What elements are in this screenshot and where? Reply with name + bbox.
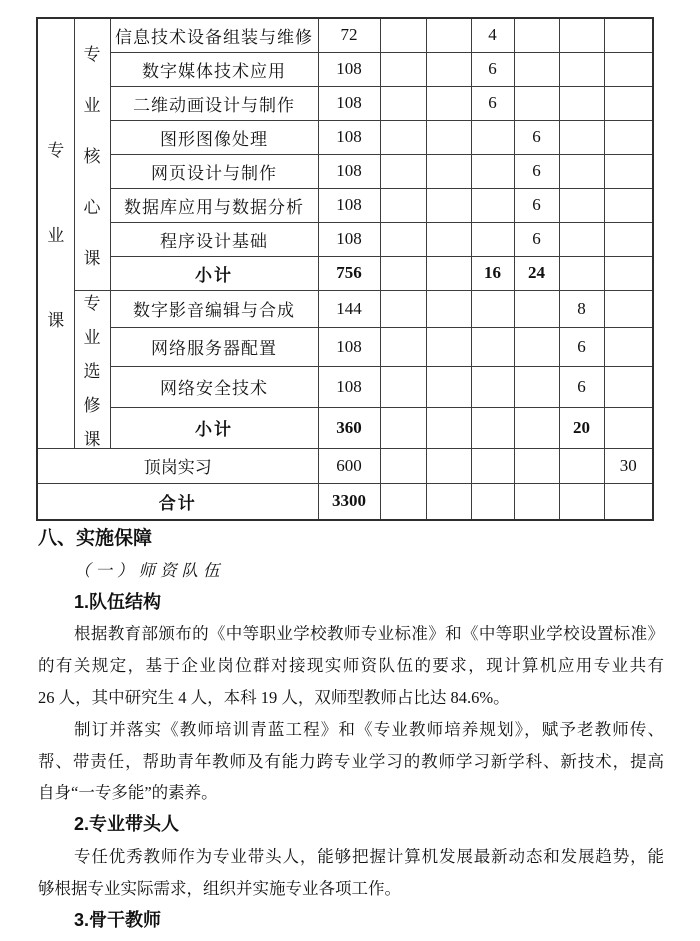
semester-2-cell xyxy=(426,120,471,154)
semester-6-cell xyxy=(604,256,653,290)
course-name-cell: 图形图像处理 xyxy=(110,120,318,154)
course-hours-cell: 108 xyxy=(318,154,380,188)
semester-5-cell xyxy=(559,188,604,222)
internship-label-cell: 顶岗实习 xyxy=(37,448,318,483)
course-name-cell: 网络服务器配置 xyxy=(110,327,318,366)
semester-6-cell xyxy=(604,154,653,188)
course-row xyxy=(37,188,653,222)
semester-1-cell xyxy=(380,86,426,120)
paragraph-line: 根据教育部颁布的《中等职业学校教师专业标准》和《中等职业学校设置标准》 xyxy=(74,624,664,644)
subtotal-label-cell: 小计 xyxy=(110,256,318,290)
semester-5-cell: 6 xyxy=(559,366,604,407)
course-name-cell: 程序设计基础 xyxy=(110,222,318,256)
semester-4-cell xyxy=(514,18,559,52)
semester-3-cell xyxy=(471,154,514,188)
semester-5-cell xyxy=(559,120,604,154)
semester-3-cell xyxy=(471,120,514,154)
paragraph-line: 专任优秀教师作为专业带头人，能够把握计算机发展最新动态和发展趋势，能 xyxy=(74,846,664,866)
semester-1-cell xyxy=(380,154,426,188)
semester-1-cell xyxy=(380,407,426,448)
semester-4-cell xyxy=(514,52,559,86)
semester-2-cell xyxy=(426,188,471,222)
course-name-cell: 数字媒体技术应用 xyxy=(110,52,318,86)
curriculum-table xyxy=(36,17,654,521)
course-hours-cell: 360 xyxy=(318,407,380,448)
semester-6-cell xyxy=(604,366,653,407)
semester-1-cell xyxy=(380,188,426,222)
semester-6-cell xyxy=(604,327,653,366)
course-name-cell: 数据库应用与数据分析 xyxy=(110,188,318,222)
semester-1-cell xyxy=(380,52,426,86)
body-paragraph xyxy=(38,618,664,713)
course-hours-cell: 3300 xyxy=(318,483,380,520)
vertical-label-char: 业 xyxy=(47,225,65,245)
numbered-heading: 3.骨干教师 xyxy=(74,909,162,930)
semester-1-cell xyxy=(380,483,426,520)
course-group-label-core-text xyxy=(75,21,110,287)
course-row xyxy=(37,290,653,327)
semester-5-cell xyxy=(559,86,604,120)
semester-6-cell xyxy=(604,290,653,327)
course-hours-cell: 108 xyxy=(318,86,380,120)
semester-3-cell xyxy=(471,407,514,448)
semester-3-cell xyxy=(471,222,514,256)
semester-6-cell xyxy=(604,407,653,448)
paragraph-line: 自身“一专多能”的素养。 xyxy=(38,783,218,803)
vertical-label-char: 专 xyxy=(83,293,101,313)
subsection-heading: （一）师资队伍 xyxy=(74,560,225,580)
course-group-label-major xyxy=(37,18,74,448)
paragraph-line: 够根据专业实际需求，组织并实施专业各项工作。 xyxy=(38,878,401,898)
semester-3-cell xyxy=(471,188,514,222)
semester-1-cell xyxy=(380,18,426,52)
course-name-cell: 信息技术设备组装与维修 xyxy=(110,18,318,52)
body-paragraph xyxy=(38,841,664,905)
semester-3-cell: 16 xyxy=(471,256,514,290)
vertical-label-char: 专 xyxy=(47,140,65,160)
course-hours-cell: 108 xyxy=(318,222,380,256)
semester-6-cell xyxy=(604,52,653,86)
semester-3-cell: 6 xyxy=(471,86,514,120)
semester-4-cell xyxy=(514,290,559,327)
curriculum-table-body xyxy=(37,18,653,520)
semester-6-cell: 30 xyxy=(604,448,653,483)
body-paragraph xyxy=(38,714,664,809)
semester-2-cell xyxy=(426,222,471,256)
semester-5-cell xyxy=(559,52,604,86)
semester-3-cell xyxy=(471,366,514,407)
semester-2-cell xyxy=(426,256,471,290)
semester-5-cell: 6 xyxy=(559,327,604,366)
semester-6-cell xyxy=(604,188,653,222)
course-name-cell: 网页设计与制作 xyxy=(110,154,318,188)
semester-1-cell xyxy=(380,448,426,483)
course-group-label-core xyxy=(74,18,110,290)
course-row xyxy=(37,154,653,188)
course-hours-cell: 108 xyxy=(318,52,380,86)
semester-6-cell xyxy=(604,86,653,120)
course-name-cell: 数字影音编辑与合成 xyxy=(110,290,318,327)
semester-4-cell xyxy=(514,366,559,407)
semester-2-cell xyxy=(426,366,471,407)
course-hours-cell: 144 xyxy=(318,290,380,327)
vertical-label-char: 核 xyxy=(83,146,101,166)
semester-1-cell xyxy=(380,327,426,366)
course-name-cell: 网络安全技术 xyxy=(110,366,318,407)
semester-3-cell: 6 xyxy=(471,52,514,86)
semester-2-cell xyxy=(426,290,471,327)
course-hours-cell: 600 xyxy=(318,448,380,483)
semester-5-cell xyxy=(559,222,604,256)
semester-5-cell: 20 xyxy=(559,407,604,448)
numbered-heading: 1.队伍结构 xyxy=(74,591,162,612)
course-row xyxy=(37,86,653,120)
subtotal-row xyxy=(37,407,653,448)
semester-4-cell xyxy=(514,86,559,120)
vertical-label-char: 业 xyxy=(83,327,101,347)
semester-6-cell xyxy=(604,18,653,52)
subtotal-row xyxy=(37,256,653,290)
vertical-label-char: 业 xyxy=(83,95,101,115)
semester-2-cell xyxy=(426,154,471,188)
vertical-label-char: 课 xyxy=(83,248,101,268)
semester-2-cell xyxy=(426,448,471,483)
semester-4-cell: 6 xyxy=(514,188,559,222)
subtotal-label-cell: 小计 xyxy=(110,407,318,448)
semester-2-cell xyxy=(426,327,471,366)
numbered-heading: 2.专业带头人 xyxy=(74,814,180,835)
vertical-label-char: 修 xyxy=(83,395,101,415)
semester-1-cell xyxy=(380,366,426,407)
vertical-label-char: 心 xyxy=(83,197,101,217)
vertical-label-char: 课 xyxy=(47,310,65,330)
vertical-label-char: 课 xyxy=(83,429,101,448)
paragraph-line: 的有关规定，基于企业岗位群对接现实师资队伍的要求，现计算机应用专业共有 xyxy=(38,656,664,676)
total-row xyxy=(37,483,653,520)
semester-5-cell xyxy=(559,256,604,290)
vertical-label-char: 选 xyxy=(83,361,101,381)
vertical-label-char: 专 xyxy=(83,44,101,64)
semester-5-cell xyxy=(559,154,604,188)
course-row xyxy=(37,120,653,154)
semester-3-cell xyxy=(471,448,514,483)
course-row xyxy=(37,327,653,366)
semester-3-cell xyxy=(471,290,514,327)
course-row xyxy=(37,52,653,86)
semester-4-cell: 6 xyxy=(514,222,559,256)
course-name-cell: 二维动画设计与制作 xyxy=(110,86,318,120)
course-hours-cell: 108 xyxy=(318,188,380,222)
semester-6-cell xyxy=(604,120,653,154)
total-label-cell: 合计 xyxy=(37,483,318,520)
course-row xyxy=(37,366,653,407)
semester-4-cell xyxy=(514,448,559,483)
semester-4-cell xyxy=(514,407,559,448)
semester-2-cell xyxy=(426,86,471,120)
course-hours-cell: 756 xyxy=(318,256,380,290)
semester-5-cell xyxy=(559,18,604,52)
semester-2-cell xyxy=(426,18,471,52)
text-sections xyxy=(38,523,664,936)
course-hours-cell: 108 xyxy=(318,327,380,366)
course-row xyxy=(37,222,653,256)
course-hours-cell: 108 xyxy=(318,120,380,154)
course-group-label-elective xyxy=(74,290,110,448)
section-heading: 八、实施保障 xyxy=(38,528,153,549)
semester-1-cell xyxy=(380,222,426,256)
paragraph-line: 帮、带责任，帮助青年教师及有能力跨专业学习的教师学习新学科、新技术，提高 xyxy=(38,751,664,771)
course-hours-cell: 72 xyxy=(318,18,380,52)
semester-1-cell xyxy=(380,290,426,327)
semester-4-cell xyxy=(514,327,559,366)
semester-5-cell xyxy=(559,448,604,483)
semester-4-cell: 6 xyxy=(514,120,559,154)
course-group-label-elective-text xyxy=(75,293,110,448)
semester-4-cell: 24 xyxy=(514,256,559,290)
semester-2-cell xyxy=(426,52,471,86)
semester-2-cell xyxy=(426,407,471,448)
semester-3-cell xyxy=(471,327,514,366)
semester-5-cell xyxy=(559,483,604,520)
course-row xyxy=(37,18,653,52)
semester-3-cell xyxy=(471,483,514,520)
paragraph-line: 26 人，其中研究生 4 人，本科 19 人，双师型教师占比达 84.6%。 xyxy=(38,687,510,707)
semester-4-cell: 6 xyxy=(514,154,559,188)
semester-1-cell xyxy=(380,256,426,290)
paragraph-line: 制订并落实《教师培训青蓝工程》和《专业教师培养规划》，赋予老教师传、 xyxy=(74,719,664,739)
semester-4-cell xyxy=(514,483,559,520)
semester-2-cell xyxy=(426,483,471,520)
semester-1-cell xyxy=(380,120,426,154)
semester-5-cell: 8 xyxy=(559,290,604,327)
internship-row xyxy=(37,448,653,483)
course-group-label-major-text xyxy=(38,21,74,445)
semester-3-cell: 4 xyxy=(471,18,514,52)
semester-6-cell xyxy=(604,222,653,256)
course-hours-cell: 108 xyxy=(318,366,380,407)
semester-6-cell xyxy=(604,483,653,520)
